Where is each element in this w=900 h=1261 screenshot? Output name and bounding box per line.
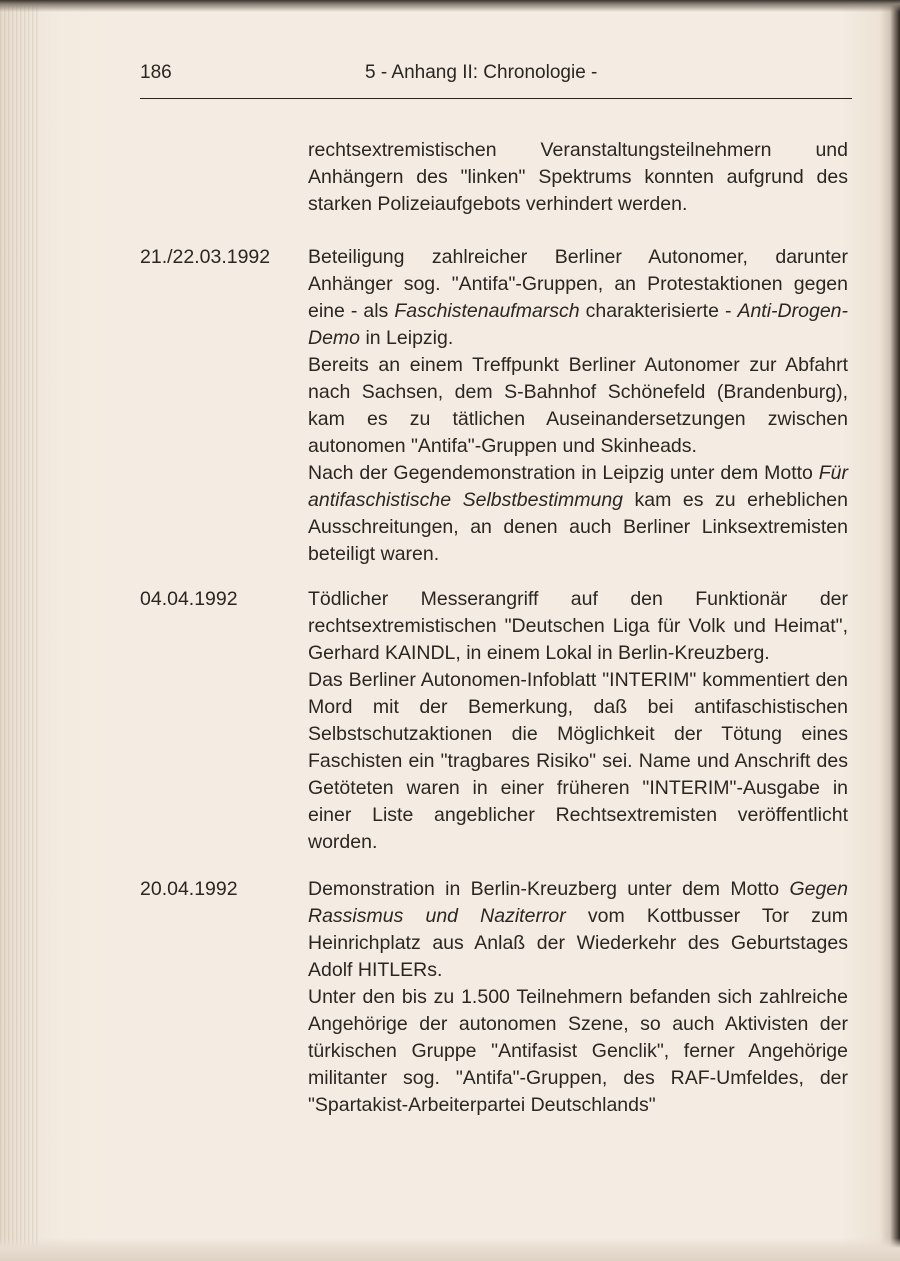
italic-run: Für antifaschistische Selbstbestimmung xyxy=(308,462,848,511)
header-rule xyxy=(140,98,852,99)
text-run: Beteiligung zahlreicher Berliner Autonomer, darunter Anhänger sog. "Antifa"-Gruppen, an Protestaktionen gegen eine - als xyxy=(308,246,848,322)
italic-run: Anti-Drogen-Demo xyxy=(308,300,848,349)
page-header xyxy=(140,60,852,90)
entry-date: 04.04.1992 xyxy=(140,588,238,610)
text-run: in Leipzig. xyxy=(360,327,454,349)
entry-text xyxy=(308,244,848,568)
page-number: 186 xyxy=(140,62,172,83)
top-scan-shadow xyxy=(0,0,900,12)
italic-run: Gegen Rassismus und Naziterror xyxy=(308,878,848,927)
continuation-text xyxy=(308,137,848,218)
page-stack-edge xyxy=(0,0,38,1261)
entry-paragraph: Unter den bis zu 1.500 Teilnehmern befanden sich zahlreiche Angehörige der autonomen Szene, so auch Aktivisten der türkischen Gruppe "Antifasist Genclik", ferner Angehörige militanter sog. "Antifa"-Gruppen, des RAF-Umfeldes, der "Spartakist-Arbeiterpartei Deutschlands" xyxy=(308,986,848,1116)
entry-date: 20.04.1992 xyxy=(140,878,238,900)
entry-text xyxy=(308,876,848,1119)
bottom-scan-edge xyxy=(0,1238,900,1261)
entry-paragraph xyxy=(308,244,848,352)
entry-text xyxy=(308,586,848,856)
italic-run: Faschistenaufmarsch xyxy=(394,300,580,322)
text-run: Nach der Gegendemonstration in Leipzig unter dem Motto xyxy=(308,462,819,484)
continuation-paragraph: rechtsextremistischen Veranstaltungsteilnehmern und Anhängern des "linken" Spektrums konnten aufgrund des starken Polizeiaufgebots verhindert werden. xyxy=(308,139,848,215)
running-title: 5 - Anhang II: Chronologie - xyxy=(365,62,598,83)
entry-paragraph xyxy=(308,876,848,984)
text-run: vom Kottbusser Tor zum Heinrichplatz aus Anlaß der Wiederkehr des Geburtstages Adolf HITLERs. xyxy=(308,905,848,981)
entry-date: 21./22.03.1992 xyxy=(140,246,271,268)
entry-paragraph: Bereits an einem Treffpunkt Berliner Autonomer zur Abfahrt nach Sachsen, dem S-Bahnhof Schönefeld (Brandenburg), kam es zu tätlichen Auseinandersetzungen zwischen autonomen "Antifa"-Gruppen und Skinheads. xyxy=(308,354,848,457)
text-run: kam es zu erheblichen Ausschreitungen, an denen auch Berliner Linksextremisten beteiligt waren. xyxy=(308,489,848,565)
entry-paragraph xyxy=(308,460,848,568)
entry-paragraph: Tödlicher Messerangriff auf den Funktionär der rechtsextremistischen "Deutschen Liga für Volk und Heimat", Gerhard KAINDL, in einem Lokal in Berlin-Kreuzberg. xyxy=(308,588,848,664)
text-run: Demonstration in Berlin-Kreuzberg unter dem Motto xyxy=(308,878,790,900)
entry-paragraph: Das Berliner Autonomen-Infoblatt "INTERIM" kommentiert den Mord mit der Bemerkung, daß bei antifaschistischen Selbstschutzaktionen die Möglichkeit der Tötung eines Faschisten ein "tragbares Risiko" sei. Name und Anschrift des Getöteten waren in einer früheren "INTERIM"-Ausgabe in einer Liste angeblicher Rechtsextremisten veröffentlicht worden. xyxy=(308,669,848,853)
text-run: charakterisierte - xyxy=(579,300,738,322)
